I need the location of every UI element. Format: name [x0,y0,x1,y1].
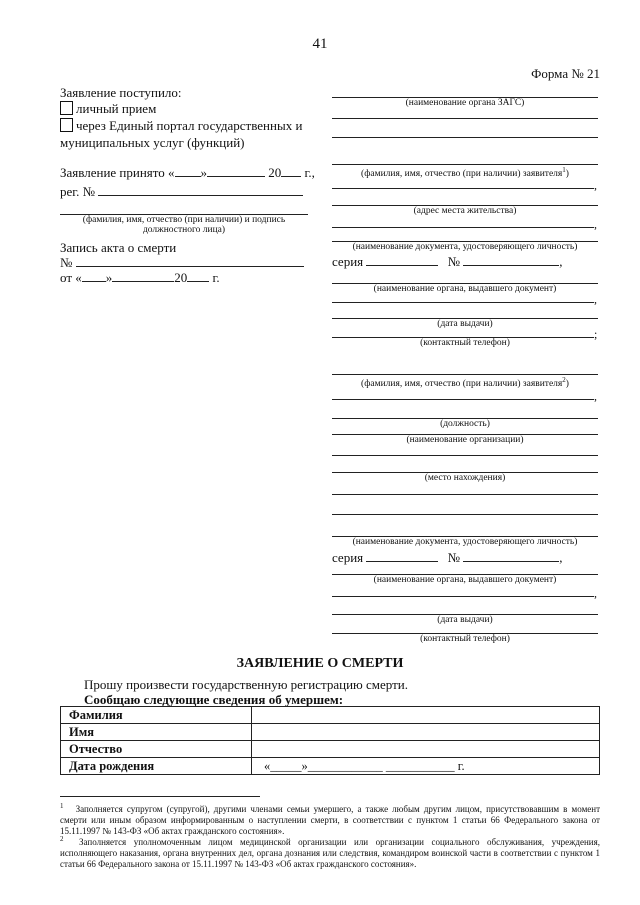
option-portal-line1: через Единый портал государственных и [76,118,303,133]
number-field[interactable] [463,254,559,266]
phone-caption: (контактный телефон) [420,338,510,348]
record-month-field[interactable] [112,270,174,282]
table-row [61,724,600,741]
zags-caption: (наименование органа ЗАГС) [405,98,525,108]
org-line-2[interactable] [332,455,598,456]
personal-checkbox[interactable] [60,101,73,115]
accepted-suffix: г., [304,165,315,180]
issue-date2-caption: (дата выдачи) [437,615,493,625]
issuer2-caption: (наименование органа, выдавшего документ) [373,575,557,585]
series2-label: серия [332,550,364,565]
row-value-birthdate[interactable]: «_____»____________ ___________ г. [252,758,600,775]
row-label-patronymic: Отчество [61,741,252,758]
applicant2-line-2[interactable] [332,399,594,400]
record-no-label: № [60,255,73,270]
reg-label: рег. № [60,184,96,199]
location-line-2[interactable] [332,494,598,495]
series-line: серия № , [332,254,563,269]
address-caption: (адрес места жительства) [413,206,517,216]
footnote-1 [60,801,600,837]
record-day-field[interactable] [82,270,106,282]
option-personal-label: личный прием [76,101,157,116]
record-number-field[interactable] [76,255,304,267]
statement-title: ЗАЯВЛЕНИЕ О СМЕРТИ [236,656,404,671]
applicant1-caption: (фамилия, имя, отчество (при наличии) заявителя$^1$) [361,166,569,180]
id-doc2-caption: (наименование документа, удостоверяющего личность) [352,537,578,547]
footnote-2 [60,834,600,870]
record-date-prefix: от « [60,270,82,285]
row-value-patronymic[interactable] [252,741,600,758]
record-number-line [60,255,304,271]
id-doc-caption: (наименование документа, удостоверяющего личность) [352,242,578,252]
series-field[interactable] [366,254,438,266]
series-label: серия [332,254,364,269]
row-label-birthdate: Дата рождения [61,758,252,775]
series2-field[interactable] [366,550,438,562]
record-year-field[interactable] [187,270,209,282]
record-date-line [60,270,220,286]
number2-label: № [447,550,461,565]
footnote-1-text: Заполняется супругом (супругой), другими членами семьи умершего, а также любым другим лицом, присутствовавшим в момент смерти или иным образом информированным о наступлении смерти, в соответствии с пунктом 1 статьи 66 Федерального закона от 15.11.1997 № 143-ФЗ «Об актах гражданского состояния». [60,804,601,836]
reg-number-field[interactable] [98,184,303,196]
applicant2-line[interactable] [332,374,598,375]
portal-checkbox[interactable] [60,118,73,132]
footnote-separator [60,796,260,797]
number2-field[interactable] [463,550,559,562]
option-portal [60,118,315,151]
accepted-year-field[interactable] [281,165,301,177]
official-caption-line2: должностного лица) [142,225,226,235]
issuer2-line-2[interactable] [332,596,594,597]
record-title: Запись акта о смерти [60,240,177,255]
footnote-2-text: Заполняется уполномоченным лицом медицинской организации или организации социального обслуживания, учреждения, исполняющего наказания, органа внутренних дел, органа дознания или следствия, командиром воинской части в соответствии с пунктом 1 статьи 66 Федерального закона от 15.11.1997 № 143-ФЗ «Об актах гражданского состояния». [60,837,600,869]
row-label-name: Имя [61,724,252,741]
deceased-info-table [60,706,600,775]
location-caption: (место нахождения) [424,473,506,483]
zags-line-3[interactable] [332,137,598,138]
option-portal-line2: муниципальных услуг (функций) [60,135,245,150]
issuer-line-2[interactable] [332,302,594,303]
accepted-mid: » [200,165,208,180]
address-line-2[interactable] [332,227,594,228]
position-caption: (должность) [440,419,490,429]
zags-line-2[interactable] [332,118,598,119]
applicant2-caption-text: (фамилия, имя, отчество (при наличии) заявителя [361,379,563,390]
statement-report: Сообщаю следующие сведения об умершем: [84,692,344,707]
row-value-surname[interactable] [252,707,600,724]
row-label-surname: Фамилия [61,707,252,724]
applicant1-line[interactable] [332,164,598,165]
reg-line [60,184,303,200]
official-caption-line1: (фамилия, имя, отчество (при наличии) и подпись [82,215,286,225]
accepted-day-field[interactable] [175,165,201,177]
table-row [61,758,600,775]
issue-date-caption: (дата выдачи) [437,319,493,329]
accepted-line [60,165,315,181]
statement-request: Прошу произвести государственную регистрацию смерти. [84,677,408,692]
accepted-year: 20 [268,165,282,180]
record-year: 20 [174,270,188,285]
accepted-prefix: Заявление принято « [60,165,175,180]
applicant2-caption: (фамилия, имя, отчество (при наличии) заявителя$^2$) [361,376,569,390]
applicant1-caption-text: (фамилия, имя, отчество (при наличии) заявителя [361,169,563,180]
phone2-caption: (контактный телефон) [420,634,510,644]
series2-line: серия № , [332,550,563,565]
footnote-2-mark: 2 [60,835,64,843]
applicant1-footnote-mark: 1 [562,166,566,174]
record-date-mid: » [105,270,113,285]
table-row [61,707,600,724]
issuer-caption: (наименование органа, выдавшего документ) [373,284,557,294]
option-personal [60,101,156,117]
received-label: Заявление поступило: [60,85,182,100]
page-number: 41 [312,36,328,52]
location-line-3[interactable] [332,514,598,515]
applicant1-line-2[interactable] [332,188,594,189]
footnote-1-mark: 1 [60,802,64,810]
official-caption [60,215,308,235]
table-row [61,741,600,758]
applicant2-footnote-mark: 2 [562,376,566,384]
row-value-name[interactable] [252,724,600,741]
number-label: № [447,254,461,269]
form-number: Форма № 21 [531,66,600,81]
org-caption: (наименование организации) [406,435,524,445]
accepted-month-field[interactable] [207,165,265,177]
record-suffix: г. [212,270,220,285]
